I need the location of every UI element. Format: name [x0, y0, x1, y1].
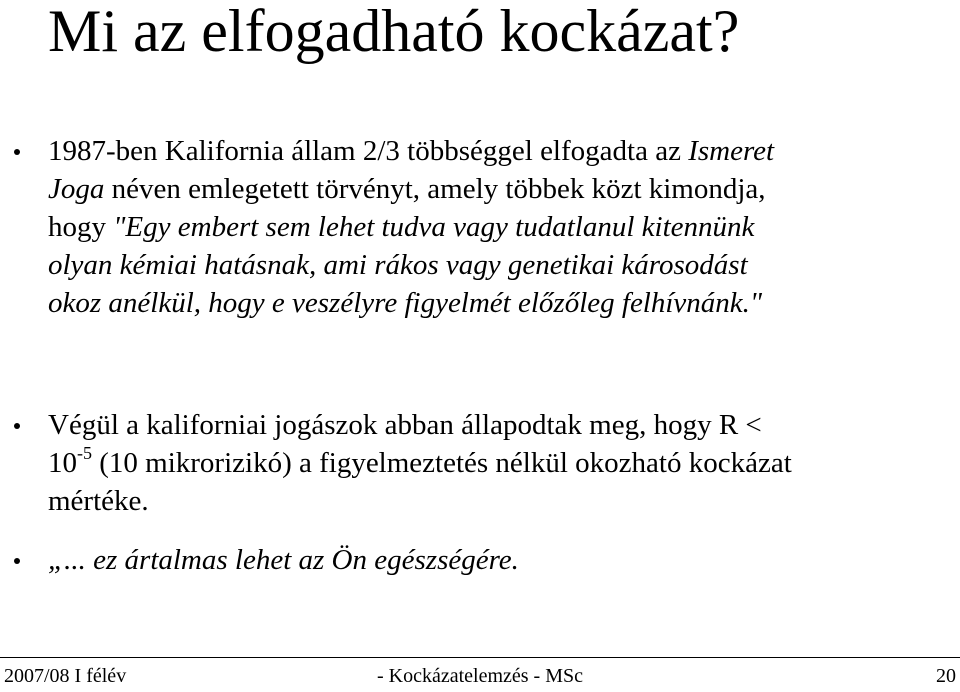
footer-course: - Kockázatelemzés - MSc: [376, 665, 583, 687]
bullet-text-italic: Ismeret: [688, 135, 775, 167]
bullet-line: [48, 444, 953, 482]
bullet-line: [48, 541, 953, 579]
footer-page-number: 20: [936, 665, 956, 687]
bullet-dot-icon: [14, 423, 20, 429]
bullet-text-italic: Joga: [48, 173, 105, 205]
bullet-line: Végül a kaliforniai jogászok abban állapodtak meg, hogy R <: [48, 409, 762, 441]
bullet-text: 10: [48, 447, 77, 479]
bullet-text: (10 mikrorizikó) a figyelmeztetés nélkül okozható kockázat: [92, 447, 792, 479]
bullet-line: mértéke.: [48, 485, 149, 517]
bullet-text-italic: "Egy embert sem lehet tudva vagy tudatlanul kitennünk: [113, 211, 755, 243]
bullet-line: [48, 208, 953, 246]
bullet-text: hogy: [48, 211, 114, 243]
bullet-risk-threshold: [48, 406, 953, 520]
bullet-dot-icon: [14, 149, 20, 155]
bullet-line: [48, 170, 953, 208]
bullet-warning-quote: [48, 541, 953, 579]
bullet-text-italic: olyan kémiai hatásnak, ami rákos vagy genetikai károsodást: [48, 249, 748, 281]
bullet-dot-icon: [14, 558, 20, 564]
footer-semester: 2007/08 I félév: [4, 665, 127, 687]
bullet-line: [48, 284, 953, 322]
bullet-line: [48, 132, 953, 170]
footer-divider: [0, 657, 960, 658]
bullet-text: 1987-ben Kalifornia állam 2/3 többséggel elfogadta az: [48, 135, 689, 167]
bullet-text: néven emlegetett törvényt, amely többek közt kimondja,: [104, 173, 766, 205]
bullet-text-italic: „... ez ártalmas lehet az Ön egészségére.: [48, 544, 519, 576]
exponent: -5: [77, 443, 92, 463]
bullet-line: [48, 246, 953, 284]
slide-title: Mi az elfogadható kockázat?: [48, 0, 740, 64]
bullet-text-italic: okoz anélkül, hogy e veszélyre figyelmét előzőleg felhívnánk.": [48, 287, 763, 319]
bullet-kalifornia-law: [48, 132, 953, 322]
